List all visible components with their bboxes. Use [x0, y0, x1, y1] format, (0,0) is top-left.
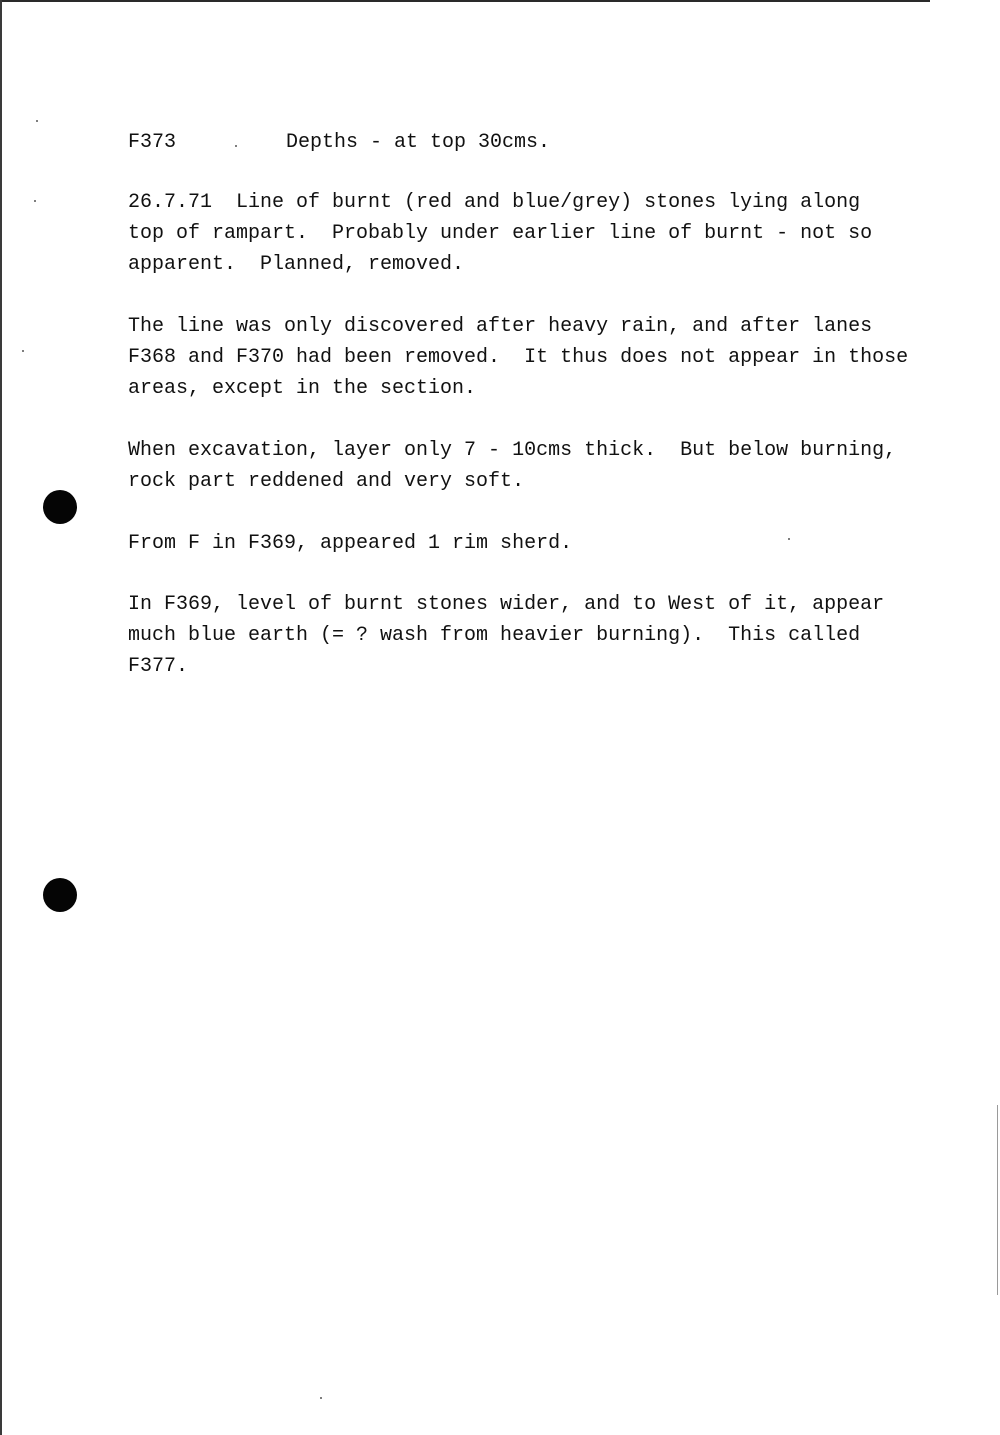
paragraph-blue-earth: In F369, level of burnt stones wider, and to West of it, appear much blue earth (= ? wash from heavier burning). This called F377. [128, 593, 885, 678]
scan-edge-right [997, 1105, 998, 1295]
scan-speck [320, 1397, 322, 1399]
scan-edge-top [0, 0, 930, 2]
scan-speck [36, 120, 38, 122]
scan-speck [22, 350, 24, 352]
paragraph-burnt-stones: 26.7.71 Line of burnt (red and blue/grey) stones lying along top of rampart. Probably under earlier line of burnt - not so apparent. Planned, removed. [128, 191, 873, 276]
scan-speck [788, 538, 790, 540]
scan-edge-left [0, 0, 2, 1435]
scan-speck [235, 145, 237, 147]
feature-reference: F373 [128, 131, 177, 154]
scan-speck [34, 200, 36, 202]
depth-note: Depths - at top 30cms. [286, 131, 551, 154]
punch-hole-lower [43, 878, 77, 912]
paragraph-rim-sherd: From F in F369, appeared 1 rim sherd. [128, 532, 573, 555]
paragraph-excavation: When excavation, layer only 7 - 10cms thick. But below burning, rock part reddened and very soft. [128, 439, 897, 493]
paragraph-discovery: The line was only discovered after heavy rain, and after lanes F368 and F370 had been removed. It thus does not appear in those areas, except in the section. [128, 315, 909, 400]
punch-hole-upper [43, 490, 77, 524]
